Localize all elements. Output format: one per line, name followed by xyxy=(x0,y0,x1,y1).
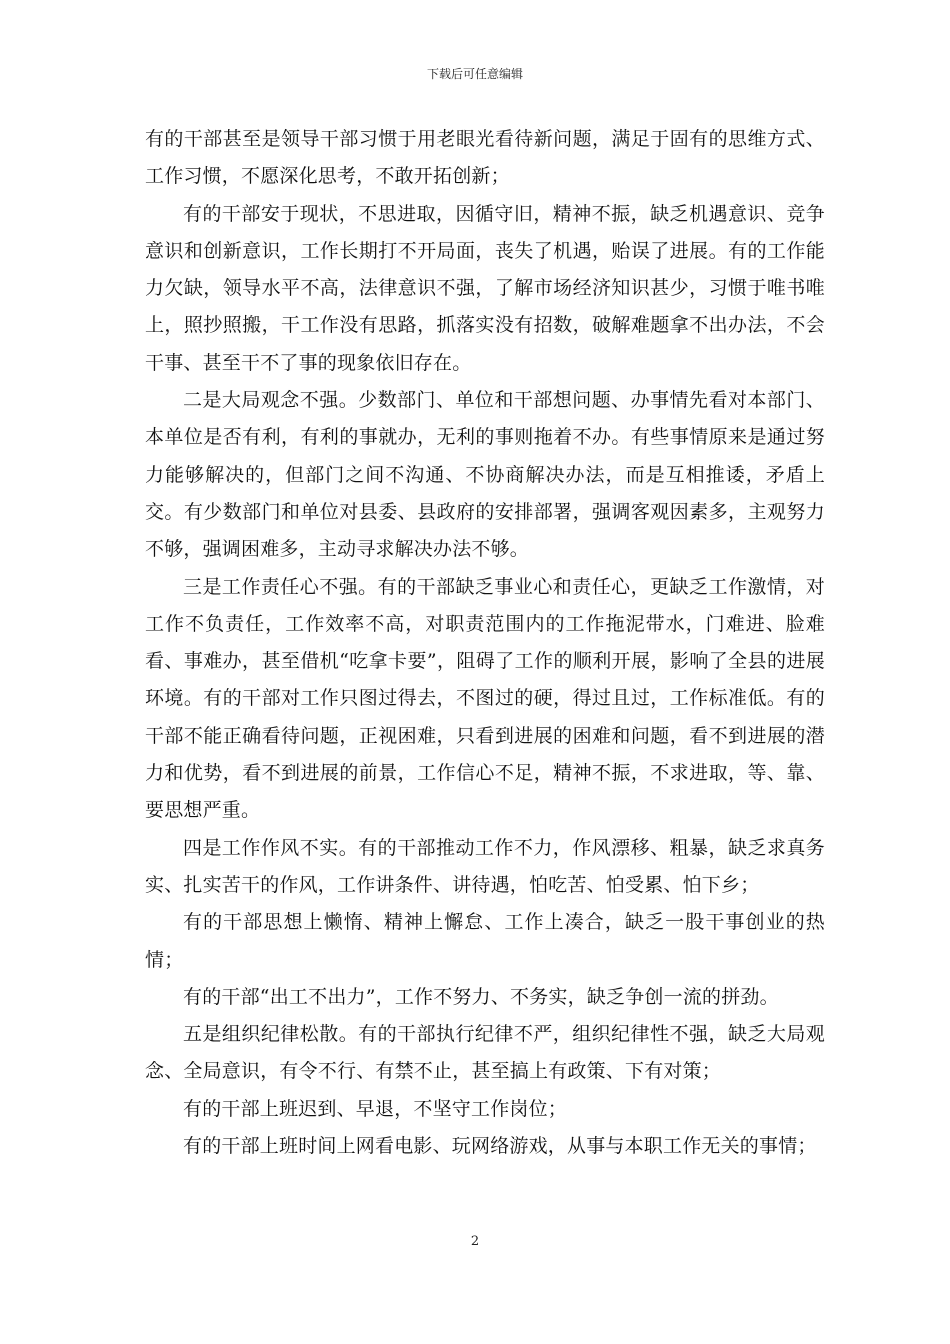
paragraph-3: 二是大局观念不强。少数部门、单位和干部想问题、办事情先看对本部门、本单位是否有利，有利的事就办，无利的事则拖着不办。有些事情原来是通过努力能够解决的，但部门之间不沟通、不协商解决办法，而是互相推诿，矛盾上交。有少数部门和单位对县委、县政府的安排部署，强调客观因素多，主观努力不够，强调困难多，主动寻求解决办法不够。 xyxy=(145,389,825,561)
paragraph-9: 有的干部上班迟到、早退，不坚守工作岗位； xyxy=(183,1097,568,1120)
page-number: 2 xyxy=(470,1234,480,1249)
paragraph-10: 有的干部上班时间上网看电影、玩网络游戏，从事与本职工作无关的事情； xyxy=(183,1135,817,1158)
paragraph-6: 有的干部思想上懒惰、精神上懈怠、工作上凑合，缺乏一股干事创业的热情； xyxy=(145,911,825,971)
paragraph-7: 有的干部“出工不出力”，工作不努力、不务实，缺乏争创一流的拼劲。 xyxy=(183,985,779,1008)
paragraph-2: 有的干部安于现状，不思进取，因循守旧，精神不振，缺乏机遇意识、竞争意识和创新意识，工作长期打不开局面，丧失了机遇，贻误了进展。有的工作能力欠缺，领导水平不高，法律意识不强，了解市场经济知识甚少，习惯于唯书唯上，照抄照搬，干工作没有思路，抓落实没有招数，破解难题拿不出办法，不会干事、甚至干不了事的现象依旧存在。 xyxy=(145,202,825,374)
paragraph-8: 五是组织纪律松散。有的干部执行纪律不严，组织纪律性不强，缺乏大局观念、全局意识，有令不行、有禁不止，甚至搞上有政策、下有对策； xyxy=(145,1023,825,1083)
document-body xyxy=(145,121,825,1165)
paragraph-4: 三是工作责任心不强。有的干部缺乏事业心和责任心，更缺乏工作激情，对工作不负责任，工作效率不高，对职责范围内的工作拖泥带水，门难进、脸难看、事难办，甚至借机“吃拿卡要”，阻碍了工作的顺利开展，影响了全县的进展环境。有的干部对工作只图过得去，不图过的硬，得过且过，工作标准低。有的干部不能正确看待问题，正视困难，只看到进展的困难和问题，看不到进展的潜力和优势，看不到进展的前景，工作信心不足，精神不振，不求进取，等、靠、要思想严重。 xyxy=(145,575,825,822)
paragraph-5: 四是工作作风不实。有的干部推动工作不力，作风漂移、粗暴，缺乏求真务实、扎实苦干的作风，工作讲条件、讲待遇，怕吃苦、怕受累、怕下乡； xyxy=(145,836,825,896)
page-header: 下载后可任意编辑 xyxy=(426,67,523,81)
paragraph-1: 有的干部甚至是领导干部习惯于用老眼光看待新问题，满足于固有的思维方式、工作习惯，不愿深化思考，不敢开拓创新； xyxy=(145,128,825,188)
